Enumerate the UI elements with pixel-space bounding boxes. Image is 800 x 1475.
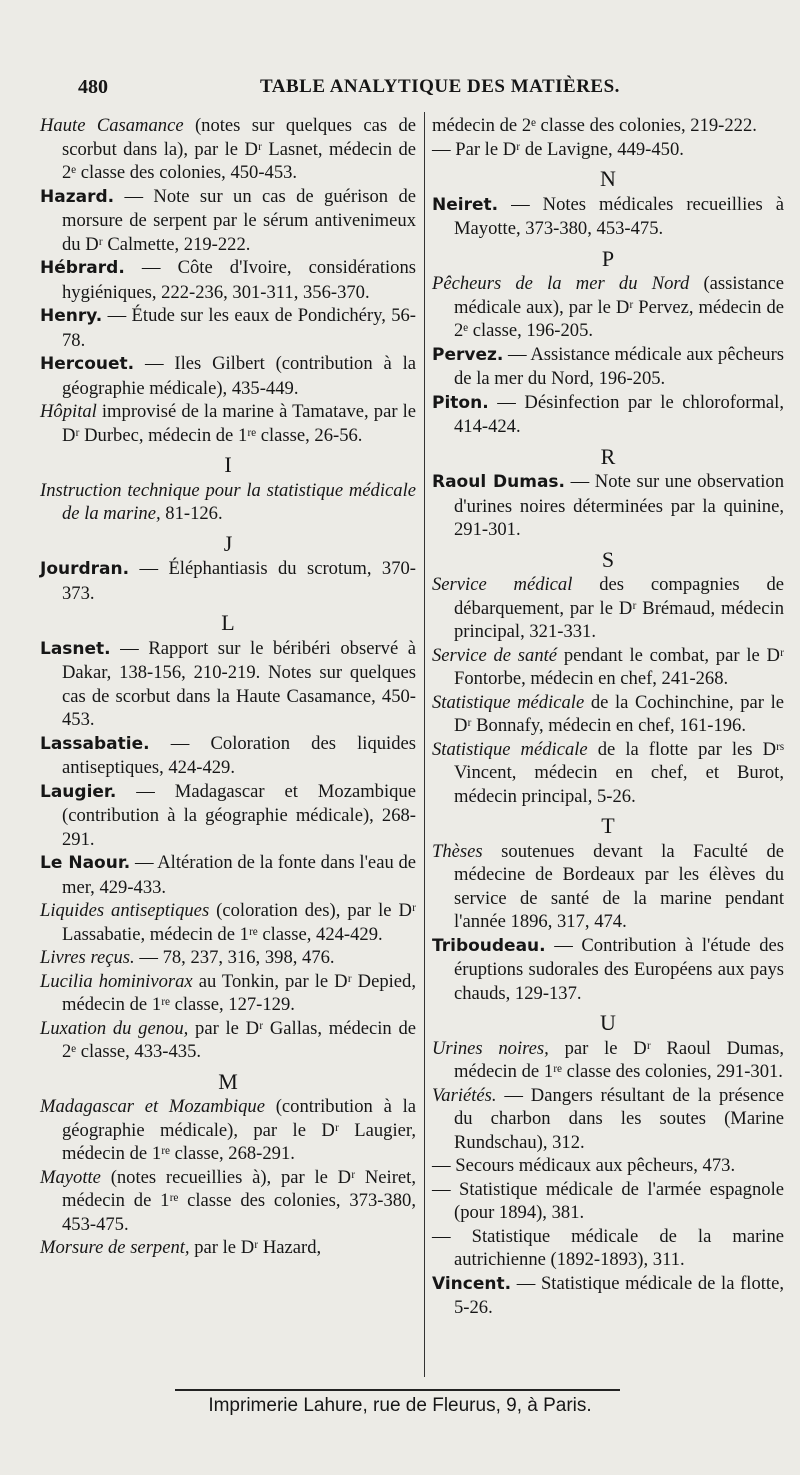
index-entry: [40, 1236, 416, 1260]
index-entry: [40, 114, 416, 185]
entry-subject: Haute Casamance: [40, 115, 184, 136]
entry-subject: Madagascar et Mozambique: [40, 1096, 265, 1117]
section-letter: T: [601, 813, 615, 838]
entry-subject: Statistique médicale: [432, 738, 588, 760]
index-entry: [40, 256, 416, 304]
index-entry: [40, 557, 416, 605]
index-entry: [432, 343, 784, 391]
entry-text: au Tonkin, par le Dʳ Depied, médecin de 1ʳᵉ classe, 127-129.: [62, 970, 416, 1015]
index-entry: [40, 637, 416, 732]
entry-subject: Livres reçus.: [40, 947, 135, 968]
entry-text: par le Dʳ Raoul Dumas, médecin de 1ʳᵉ classe des colonies, 291-301.: [454, 1037, 784, 1082]
entry-text: par le Dʳ Hazard,: [189, 1237, 322, 1258]
index-column-right: [432, 114, 784, 1320]
index-entry: [432, 1154, 784, 1178]
footer-rule: [175, 1389, 620, 1391]
entry-author: Pervez.: [432, 344, 504, 365]
index-entry: [432, 193, 784, 241]
entry-subject: Service médical: [432, 574, 573, 595]
index-entry: [432, 1272, 784, 1320]
index-entry: [432, 391, 784, 439]
page-title: TABLE ANALYTIQUE DES MATIÈRES.: [260, 76, 620, 97]
entry-text: — Étude sur les eaux de Pondichéry, 56-78.: [62, 305, 416, 351]
entry-subject: Lucilia hominivorax: [40, 970, 193, 992]
index-entry: [432, 738, 784, 809]
index-entry: [432, 1037, 784, 1084]
entry-author: Piton.: [432, 392, 489, 413]
index-entry: [432, 573, 784, 644]
entry-text: — Statistique médicale de la marine autrichienne (1892-1893), 311.: [432, 1225, 784, 1270]
entry-text: de la flotte par les Dʳˢ Vincent, médecin en chef, et Burot, médecin principal, 5-26.: [454, 738, 784, 807]
index-entry: [432, 934, 784, 1006]
entry-subject: Liquides antiseptiques: [40, 900, 210, 921]
index-entry: [432, 470, 784, 542]
entry-text: (assistance médicale aux), par le Dʳ Pervez, médecin de 2ᵉ classe, 196-205.: [454, 273, 784, 341]
section-letter: P: [601, 245, 615, 271]
entry-text: — Madagascar et Mozambique (contribution à la géographie médicale), 268-291.: [62, 780, 416, 850]
entry-subject: Statistique médicale: [432, 691, 585, 713]
entry-text: — Statistique médicale de la flotte, 5-26.: [454, 1272, 784, 1318]
entry-text: — Éléphantiasis du scrotum, 370-373.: [62, 558, 416, 604]
index-entry: [40, 899, 416, 946]
entry-text: — Désinfection par le chloroformal, 414-424.: [454, 391, 784, 437]
entry-text: soutenues devant la Faculté de médecine de Bordeaux par les élèves du service de santé de la marine pendant l'année 1896, 317, 474.: [454, 840, 784, 932]
entry-text: — Notes médicales recueillies à Mayotte, 373-380, 453-475.: [454, 193, 784, 239]
page-header: [60, 74, 740, 108]
entry-text: 81-126.: [160, 503, 223, 524]
entry-text: (contribution à la géographie médicale), par le Dʳ Laugier, médecin de 1ʳᵉ classe, 268-291.: [62, 1096, 416, 1164]
entry-text: par le Dʳ Gallas, médecin de 2ᵉ classe, 433-435.: [62, 1017, 417, 1062]
entry-text: improvisé de la marine à Tamatave, par le Dʳ Durbec, médecin de 1ʳᵉ classe, 26-56.: [62, 401, 416, 446]
section-letter: S: [601, 546, 615, 572]
entry-author: Jourdran.: [40, 559, 130, 579]
index-entry: [432, 1178, 784, 1225]
entry-author: Hazard.: [40, 186, 115, 207]
index-entry: [432, 840, 784, 934]
entry-author: Neiret.: [432, 194, 499, 215]
entry-author: Laugier.: [40, 781, 117, 802]
entry-subject: Morsure de serpent,: [40, 1237, 190, 1258]
entry-author: Lassabatie.: [40, 733, 150, 754]
section-letter: I: [224, 452, 232, 477]
index-entry: [432, 114, 784, 138]
index-entry: [432, 1225, 784, 1272]
index-entry: [40, 780, 416, 852]
entry-text: — Altération de la fonte dans l'eau de mer, 429-433.: [62, 852, 416, 898]
entry-text: pendant le combat, par le Dʳ Fontorbe, médecin en chef, 241-268.: [454, 644, 784, 689]
entry-subject: Thèses: [432, 840, 483, 862]
entry-author: Hercouet.: [40, 354, 135, 374]
entry-subject: Service de santé: [432, 644, 558, 666]
entry-subject: Variétés.: [432, 1084, 497, 1106]
entry-subject: Pêcheurs de la mer du Nord: [432, 273, 690, 294]
index-entry: [40, 1166, 416, 1237]
index-entry: [40, 304, 416, 352]
entry-author: Henry.: [40, 306, 103, 326]
index-entry: [40, 970, 416, 1017]
entry-author: Raoul Dumas.: [432, 472, 566, 492]
entry-text: (coloration des), par le Dʳ Lassabatie, médecin de 1ʳᵉ classe, 424-429.: [62, 900, 417, 945]
index-entry: [432, 272, 784, 343]
section-letter: M: [218, 1068, 238, 1094]
entry-subject: Luxation du genou,: [40, 1017, 189, 1039]
index-column-left: [40, 114, 416, 1260]
entry-subject: Urines noires,: [432, 1037, 549, 1059]
entry-text: des compagnies de débarquement, par le Dʳ Brémaud, médecin principal, 321-331.: [454, 574, 784, 642]
index-entry: [40, 946, 416, 970]
entry-text: — Note sur un cas de guérison de morsure de serpent par le sérum antivenimeux du Dʳ Calmette, 219-222.: [62, 185, 416, 255]
entry-subject: Instruction technique pour la statistique médicale de la marine,: [40, 479, 416, 524]
entry-author: Vincent.: [432, 1273, 512, 1294]
entry-text: médecin de 2ᵉ classe des colonies, 219-222.: [432, 115, 757, 136]
index-entry: [40, 732, 416, 780]
section-letter: L: [221, 610, 235, 635]
entry-text: — 78, 237, 316, 398, 476.: [134, 947, 335, 968]
entry-text: — Dangers résultant de la présence du charbon dans les soutes (Marine Rundschau), 312.: [454, 1084, 784, 1153]
entry-text: — Rapport sur le béribéri observé à Dakar, 138-156, 210-219. Notes sur quelques cas de scorbut dans la Haute Casamance, 450-453.: [62, 637, 416, 730]
entry-text: (notes recueillies à), par le Dʳ Neiret, médecin de 1ʳᵉ classe des colonies, 373-380, 453-475.: [62, 1166, 416, 1235]
printer-imprint: Imprimerie Lahure, rue de Fleurus, 9, à Paris.: [208, 1395, 592, 1416]
column-divider: [424, 112, 425, 1377]
entry-text: — Secours médicaux aux pêcheurs, 473.: [432, 1155, 736, 1176]
entry-subject: Mayotte: [40, 1166, 101, 1188]
entry-text: — Côte d'Ivoire, considérations hygiéniques, 222-236, 301-311, 356-370.: [62, 257, 416, 303]
index-entry: [40, 851, 416, 899]
section-letter: J: [223, 530, 233, 556]
entry-text: — Statistique médicale de l'armée espagnole (pour 1894), 381.: [432, 1178, 784, 1223]
index-entry: [40, 352, 416, 400]
entry-author: Hébrard.: [40, 258, 125, 278]
entry-text: — Contribution à l'étude des éruptions sudorales des Européens aux pays chauds, 129-137.: [454, 934, 784, 1004]
index-entry: [40, 479, 416, 526]
index-entry: [40, 185, 416, 257]
index-entry: [432, 1084, 784, 1155]
index-entry: [40, 1095, 416, 1166]
index-entry: [432, 138, 784, 162]
section-letter: R: [600, 443, 616, 469]
entry-text: — Note sur une observation d'urines noires déterminées par la quinine, 291-301.: [454, 471, 784, 540]
index-entry: [432, 644, 784, 691]
section-letter: N: [600, 166, 616, 191]
entry-text: de la Cochinchine, par le Dʳ Bonnafy, médecin en chef, 161-196.: [454, 691, 784, 736]
page-number: 480: [78, 76, 108, 98]
entry-text: — Coloration des liquides antiseptiques, 424-429.: [62, 732, 416, 778]
section-letter: U: [600, 1010, 616, 1035]
entry-text: (notes sur quelques cas de scorbut dans la), par le Dʳ Lasnet, médecin de 2ᵉ classe des colonies, 450-453.: [62, 115, 416, 183]
index-entry: [40, 1017, 416, 1064]
entry-text: — Assistance médicale aux pêcheurs de la mer du Nord, 196-205.: [454, 343, 784, 389]
entry-author: Lasnet.: [40, 638, 111, 659]
index-entry: [40, 400, 416, 447]
entry-text: — Par le Dʳ de Lavigne, 449-450.: [432, 138, 684, 160]
index-entry: [432, 691, 784, 738]
entry-author: Le Naour.: [40, 853, 131, 873]
entry-subject: Hôpital: [40, 401, 97, 422]
entry-author: Triboudeau.: [432, 935, 546, 956]
entry-text: — Iles Gilbert (contribution à la géographie médicale), 435-449.: [62, 353, 416, 399]
